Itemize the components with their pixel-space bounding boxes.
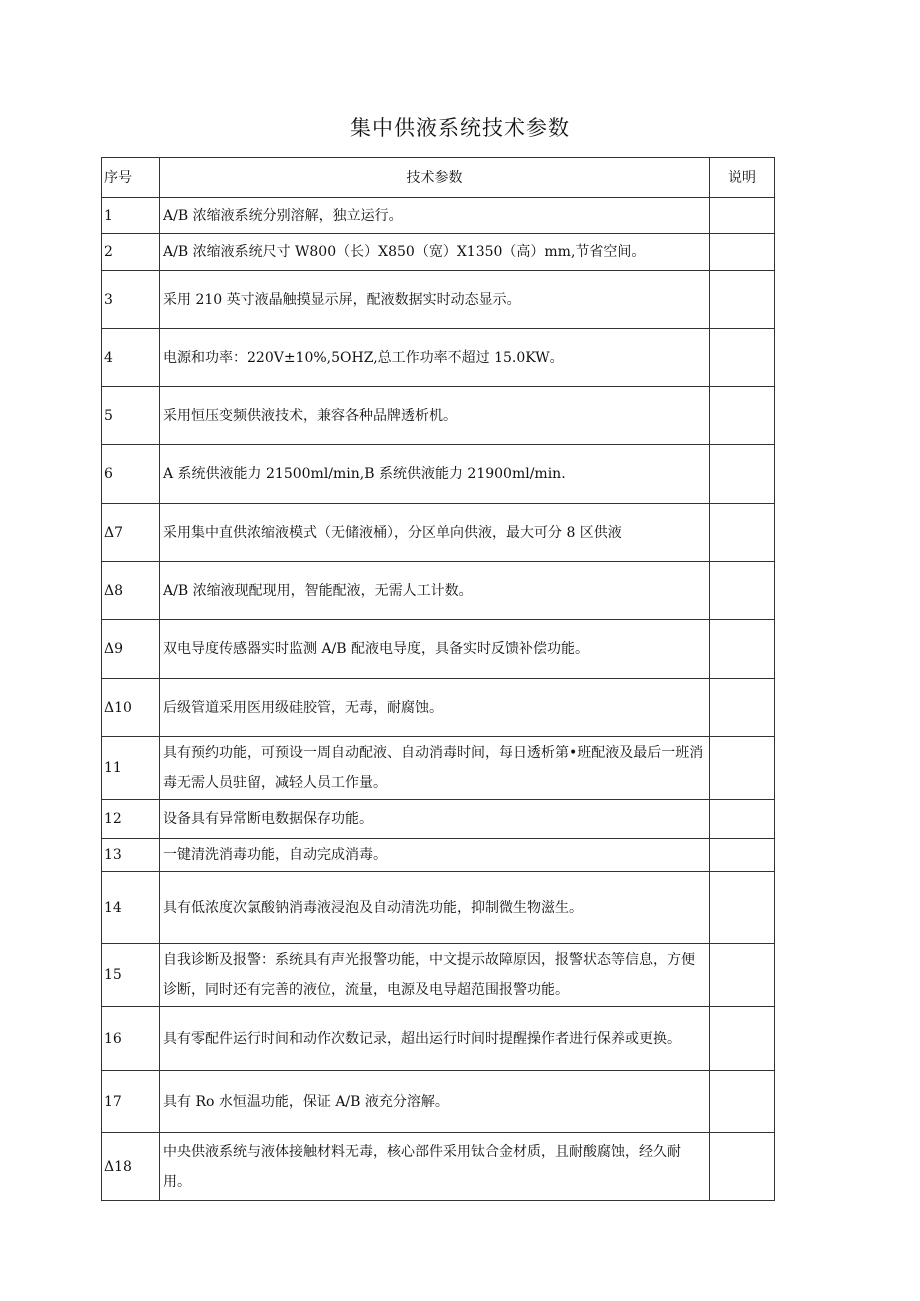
row-desc: [710, 1071, 775, 1133]
table-row: [102, 234, 775, 271]
table-row: [102, 800, 775, 839]
row-param: 设备具有异常断电数据保存功能。: [160, 800, 710, 839]
table-row: [102, 944, 775, 1007]
row-no: 11: [102, 737, 160, 800]
table-row: [102, 198, 775, 234]
header-desc: 说明: [710, 158, 775, 198]
row-param: 自我诊断及报警：系统具有声光报警功能，中文提示故障原因，报警状态等信息，方便诊断，同时还有完善的液位，流量，电源及电导超范围报警功能。: [160, 944, 710, 1007]
row-param: 具有 Ro 水恒温功能，保证 A/B 液充分溶解。: [160, 1071, 710, 1133]
table-row: [102, 387, 775, 445]
page-title: 集中供液系统技术参数: [350, 116, 570, 140]
row-no: 3: [102, 271, 160, 329]
header-no: 序号: [102, 158, 160, 198]
row-desc: [710, 620, 775, 679]
spec-table: [101, 157, 775, 1201]
row-param: 后级管道采用医用级硅胶管，无毒，耐腐蚀。: [160, 679, 710, 737]
row-desc: [710, 679, 775, 737]
table-row: [102, 737, 775, 800]
row-param: A/B 浓缩液系统尺寸 W800（长）X850（宽）X1350（高）mm,节省空间。: [160, 234, 710, 271]
table-row: [102, 839, 775, 872]
row-desc: [710, 329, 775, 387]
table-row: [102, 445, 775, 504]
table-row: [102, 620, 775, 679]
table-row: [102, 1071, 775, 1133]
row-no: Δ10: [102, 679, 160, 737]
row-param: 一键清洗消毒功能，自动完成消毒。: [160, 839, 710, 872]
row-param: 采用集中直供浓缩液模式（无储液桶），分区单向供液，最大可分 8 区供液: [160, 504, 710, 562]
table-row: [102, 872, 775, 944]
row-param: A 系统供液能力 21500ml/min,B 系统供液能力 21900ml/min.: [160, 445, 710, 504]
row-desc: [710, 1133, 775, 1201]
row-desc: [710, 737, 775, 800]
row-no: 5: [102, 387, 160, 445]
table-row: [102, 679, 775, 737]
row-param: 双电导度传感器实时监测 A/B 配液电导度，具备实时反馈补偿功能。: [160, 620, 710, 679]
row-param: 具有零配件运行时间和动作次数记录，超出运行时间时提醒操作者进行保养或更换。: [160, 1007, 710, 1071]
row-no: Δ8: [102, 562, 160, 620]
row-no: Δ7: [102, 504, 160, 562]
row-desc: [710, 839, 775, 872]
row-desc: [710, 562, 775, 620]
row-param: 采用恒压变频供液技术，兼容各种品牌透析机。: [160, 387, 710, 445]
row-no: Δ9: [102, 620, 160, 679]
row-param: 中央供液系统与液体接触材料无毒，核心部件采用钛合金材质，且耐酸腐蚀，经久耐用。: [160, 1133, 710, 1201]
row-no: 1: [102, 198, 160, 234]
row-desc: [710, 800, 775, 839]
row-param: 具有低浓度次氯酸钠消毒液浸泡及自动清洗功能，抑制微生物滋生。: [160, 872, 710, 944]
header-param: 技术参数: [160, 158, 710, 198]
row-desc: [710, 387, 775, 445]
row-param: 电源和功率：220V±10%,5OHZ,总工作功率不超过 15.0KW。: [160, 329, 710, 387]
table-row: [102, 329, 775, 387]
row-param: 具有预约功能，可预设一周自动配液、自动消毒时间，每日透析第•班配液及最后一班消毒无需人员驻留，减轻人员工作量。: [160, 737, 710, 800]
row-no: 12: [102, 800, 160, 839]
table-row: [102, 1007, 775, 1071]
table-row: [102, 1133, 775, 1201]
row-desc: [710, 1007, 775, 1071]
row-no: 4: [102, 329, 160, 387]
row-desc: [710, 234, 775, 271]
row-desc: [710, 198, 775, 234]
row-desc: [710, 944, 775, 1007]
row-no: 16: [102, 1007, 160, 1071]
row-param: A/B 浓缩液现配现用，智能配液，无需人工计数。: [160, 562, 710, 620]
row-desc: [710, 504, 775, 562]
row-no: 2: [102, 234, 160, 271]
row-no: 14: [102, 872, 160, 944]
table-row: [102, 504, 775, 562]
row-param: 采用 210 英寸液晶触摸显示屏，配液数据实时动态显示。: [160, 271, 710, 329]
row-no: 13: [102, 839, 160, 872]
table-header-row: [102, 158, 775, 198]
table-row: [102, 562, 775, 620]
row-param: A/B 浓缩液系统分别溶解，独立运行。: [160, 198, 710, 234]
row-desc: [710, 872, 775, 944]
row-no: 17: [102, 1071, 160, 1133]
row-no: Δ18: [102, 1133, 160, 1201]
table-row: [102, 271, 775, 329]
row-no: 15: [102, 944, 160, 1007]
row-no: 6: [102, 445, 160, 504]
row-desc: [710, 445, 775, 504]
row-desc: [710, 271, 775, 329]
